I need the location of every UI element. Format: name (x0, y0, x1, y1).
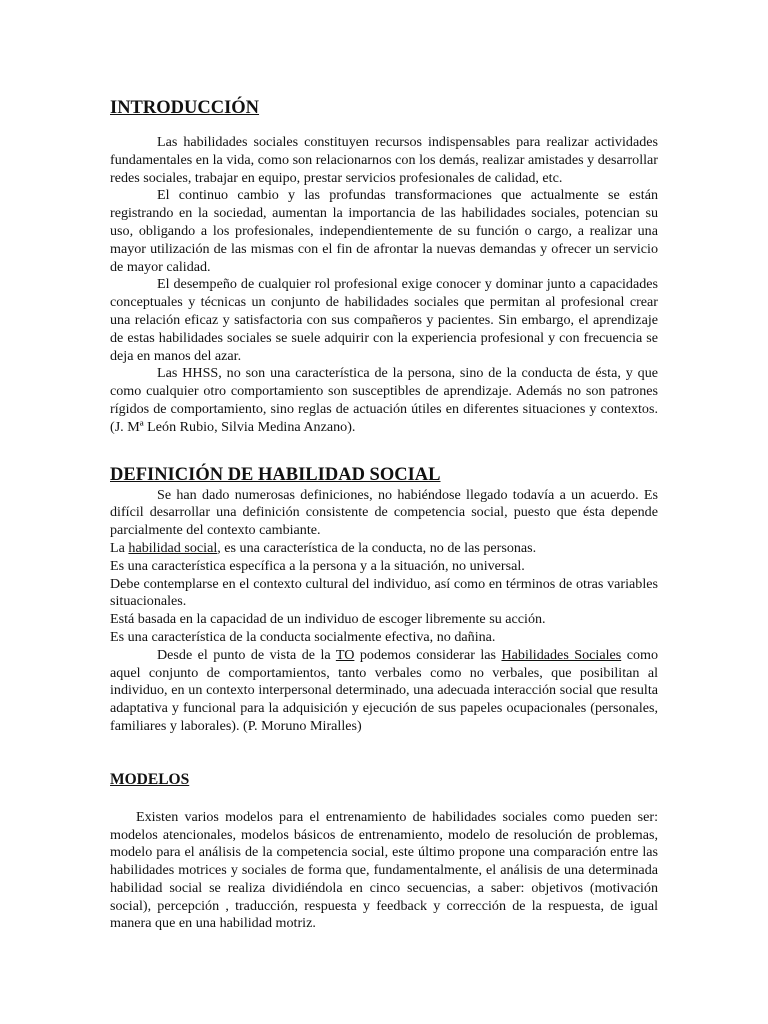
intro-paragraph-3: El desempeño de cualquier rol profesional exige conocer y dominar junto a capacidades conceptuales y técnicas un conjunto de habilidades sociales que permitan al profesional crear una relación eficaz y satisfactoria con sus compañeros y pacientes. Sin embargo, el aprendizaje de estas habilidades sociales se suele adquirir con la experiencia profesional y con frecuencia se deja en manos del azar. (110, 276, 658, 364)
definition-line-3: Debe contemplarse en el contexto cultural del individuo, así como en términos de otras variables situacionales. (110, 575, 658, 610)
definition-heading: DEFINICIÓN DE HABILIDAD SOCIAL (110, 464, 441, 485)
definition-last-c: como aquel conjunto de comportamientos, tanto verbales como no verbales, que posibilitan al individuo, en un contexto interpersonal determinado, una adecuada interacción social que resulta adaptativa y funcional para la adquisición y ejecución de sus papeles ocupacionales (personales, familiares y laborales). (P. Moruno Miralles) (110, 646, 659, 734)
definition-paragraph-last (110, 647, 658, 736)
definition-line-5: Es una característica de la conducta socialmente efectiva, no dañina. (110, 628, 496, 645)
definition-line-1-start: La (110, 539, 125, 556)
models-heading: MODELOS (110, 770, 190, 788)
definition-line-1-rest: , es una característica de la conducta, no de las personas. (217, 539, 537, 556)
intro-heading: INTRODUCCIÓN (110, 98, 260, 118)
definition-paragraph-1: Se han dado numerosas definiciones, no habiéndose llegado todavía a un acuerdo. Es difícil desarrollar una definición consistente de competencia social, puesto que ésta depende parcialmente del contexto cambiante. (110, 486, 658, 539)
intro-paragraph-4: Las HHSS, no son una característica de la persona, sino de la conducta de ésta, y que como cualquier otro comportamiento son susceptibles de aprendizaje. Además no son patrones rígidos de comportamiento, sino reglas de actuación útiles en diferentes situaciones y contextos. (J. Mª León Rubio, Silvia Medina Anzano). (110, 365, 658, 435)
document-page (110, 96, 658, 933)
intro-paragraph-2: El continuo cambio y las profundas transformaciones que actualmente se están registrando en la sociedad, aumentan la importancia de las habilidades sociales, potencian su uso, obligando a los profesionales, independientemente de su función o cargo, a realizar una mayor utilización de las mismas con el fin de afrontar la nuevas demandas y ofrecer un servicio de mayor calidad. (110, 187, 658, 275)
habilidades-sociales-term: Habilidades Sociales (501, 646, 622, 663)
definition-last-a: Desde el punto de vista de la (157, 646, 331, 663)
habilidad-social-term: habilidad social (128, 539, 218, 556)
models-paragraph-1: Existen varios modelos para el entrenamiento de habilidades sociales como pueden ser: modelos atencionales, modelos básicos de entrenamiento, modelo de resolución de problemas, modelo para el análisis de la competencia social, este último propone una comparación entre las habilidades motrices y sociales de forma que, fundamentalmente, el análisis de una determinada habilidad social se realiza dividiéndola en cinco secuencias, a saber: objetivos (motivación social), percepción , traducción, respuesta y feedback y corrección de la respuesta, de igual manera que en una habilidad motriz. (110, 808, 658, 932)
intro-paragraph-1: Las habilidades sociales constituyen recursos indispensables para realizar actividades fundamentales en la vida, como son relacionarnos con los demás, realizar amistades y desarrollar redes sociales, trabajar en equipo, prestar servicios profesionales de calidad, etc. (110, 134, 658, 186)
definition-line-2: Es una característica específica a la persona y a la situación, no universal. (110, 557, 525, 574)
definition-line-4: Está basada en la capacidad de un individuo de escoger libremente su acción. (110, 611, 546, 628)
definition-last-b: podemos considerar las (359, 646, 497, 663)
to-term: TO (335, 646, 355, 663)
definition-line-1 (110, 540, 658, 558)
